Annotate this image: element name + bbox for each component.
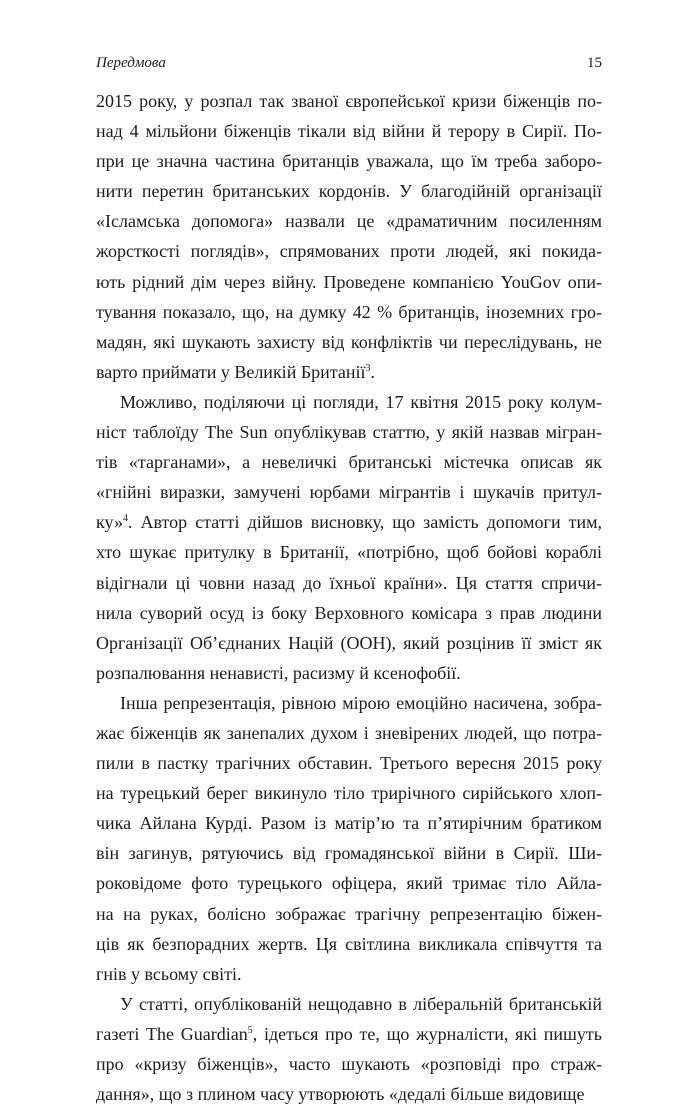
line-text: жорсткості поглядів», спрямованих проти людей, які покида- [96, 241, 602, 262]
text-line [96, 989, 602, 1019]
footnote-marker: 3 [365, 362, 371, 374]
line-text: він загинув, рятуючись від громадянської війни в Сирії. Ши- [96, 843, 602, 864]
line-text: хто шукає притулку в Британії, «потрібно, щоб бойові кораблі [96, 542, 602, 563]
line-text: тів «тарганами», а невеличкі британські містечка описав як [96, 452, 602, 473]
line-text: ють рідний дім через війну. Проведене компанією YouGov опи- [96, 271, 602, 292]
body-text [96, 86, 602, 1109]
line-text: гнів у всьому світі. [96, 963, 242, 984]
text-line [96, 568, 602, 598]
text-line [96, 507, 602, 537]
text-line [96, 86, 602, 116]
line-text: на турецький берег викинуло тіло трирічного сирійського хлоп- [96, 783, 602, 804]
line-text: про «кризу біженців», часто шукають «розповіді про страж- [96, 1054, 602, 1074]
text-line [96, 899, 602, 929]
line-text: «гнійні виразки, замучені юрбами мігрантів і шукачів притул- [96, 482, 602, 503]
text-line [96, 959, 602, 989]
line-text: нила суворий осуд із боку Верховного комісара з прав людини [96, 602, 602, 623]
line-text: над 4 мільйони біженців тікали від війни й терору в Сирії. По- [96, 121, 602, 142]
text-line [96, 808, 602, 838]
line-text-continued: , ідеться про те, що журналісти, які пишуть [252, 1023, 602, 1044]
line-text: тування показало, що, на думку 42 % британців, іноземних гро- [96, 301, 602, 322]
line-text: Інша репрезентація, рівною мірою емоційно насичена, зобра- [120, 692, 602, 713]
line-text: «Ісламська допомога» назвали це «драматичним посиленням [96, 211, 602, 232]
line-text: жає біженців як занепалих духом і зневірених людей, що потра- [96, 722, 602, 743]
paragraph [96, 688, 602, 989]
text-line [96, 357, 602, 387]
line-text-continued: . [370, 361, 375, 382]
text-line [96, 477, 602, 507]
text-line [96, 176, 602, 206]
text-line [96, 1079, 602, 1109]
footnote-marker: 4 [122, 513, 128, 525]
line-text: ців як безпорадних жертв. Ця світлина викликала співчуття та [96, 933, 602, 954]
text-line [96, 778, 602, 808]
line-text-continued: . Автор статті дійшов висновку, що замість допомоги тим, [127, 512, 602, 533]
line-text: при це значна частина британців уважала, що їм треба заборо- [96, 151, 602, 172]
text-line [96, 748, 602, 778]
text-line [96, 1049, 602, 1079]
text-line [96, 1019, 602, 1049]
line-text: відігнали ці човни назад до їхньої країни». Ця стаття спричи- [96, 572, 602, 593]
text-line [96, 327, 602, 357]
text-line [96, 297, 602, 327]
line-text: ку» [96, 512, 123, 533]
line-text: на на руках, болісно зображає трагічну репрезентацію біжен- [96, 903, 602, 924]
text-line [96, 598, 602, 628]
text-line [96, 537, 602, 567]
text-line [96, 387, 602, 417]
line-text: газеті The Guardian [96, 1023, 248, 1044]
line-text: чика Айлана Курді. Разом із матір’ю та п’ятирічним братиком [96, 813, 602, 834]
line-text: варто приймати у Великій Британії [96, 361, 366, 382]
line-text: роковідоме фото турецького офіцера, який тримає тіло Айла- [96, 873, 602, 894]
line-text: Організації Об’єднаних Націй (ООН), який розцінив її зміст як [96, 632, 602, 653]
footnote-marker: 5 [247, 1024, 253, 1036]
page-number: 15 [587, 55, 602, 71]
text-line [96, 417, 602, 447]
line-text: дання», що з плином часу утворюють «дедалі більше видовище [96, 1084, 585, 1105]
line-text: пили в пастку трагічних обставин. Третього вересня 2015 року [96, 753, 602, 774]
line-text: мадян, які шукають захисту від конфліктів чи переслідувань, не [96, 331, 602, 352]
paragraph [96, 989, 602, 1109]
line-text: ніст таблоїду The Sun опублікував статтю, у якій назвав мігран- [96, 422, 602, 443]
paragraph [96, 387, 602, 688]
line-text: У статті, опублікованій нещодавно в ліберальній британській [120, 993, 602, 1014]
line-text: Можливо, поділяючи ці погляди, 17 квітня 2015 року колум- [120, 391, 602, 412]
section-title: Передмова [96, 55, 166, 71]
text-line [96, 116, 602, 146]
text-line [96, 688, 602, 718]
text-line [96, 658, 602, 688]
text-line [96, 206, 602, 236]
text-line [96, 628, 602, 658]
text-line [96, 868, 602, 898]
text-line [96, 236, 602, 266]
text-line [96, 447, 602, 477]
text-line [96, 267, 602, 297]
paragraph [96, 86, 602, 387]
line-text: нити перетин британських кордонів. У благодійній організації [96, 181, 602, 202]
line-text: 2015 року, у розпал так званої європейської кризи біженців по- [96, 91, 602, 111]
text-line [96, 929, 602, 959]
running-head [96, 52, 602, 74]
line-text: розпалювання ненависті, расизму й ксенофобії. [96, 662, 461, 683]
text-line [96, 838, 602, 868]
text-line [96, 146, 602, 176]
text-line [96, 718, 602, 748]
